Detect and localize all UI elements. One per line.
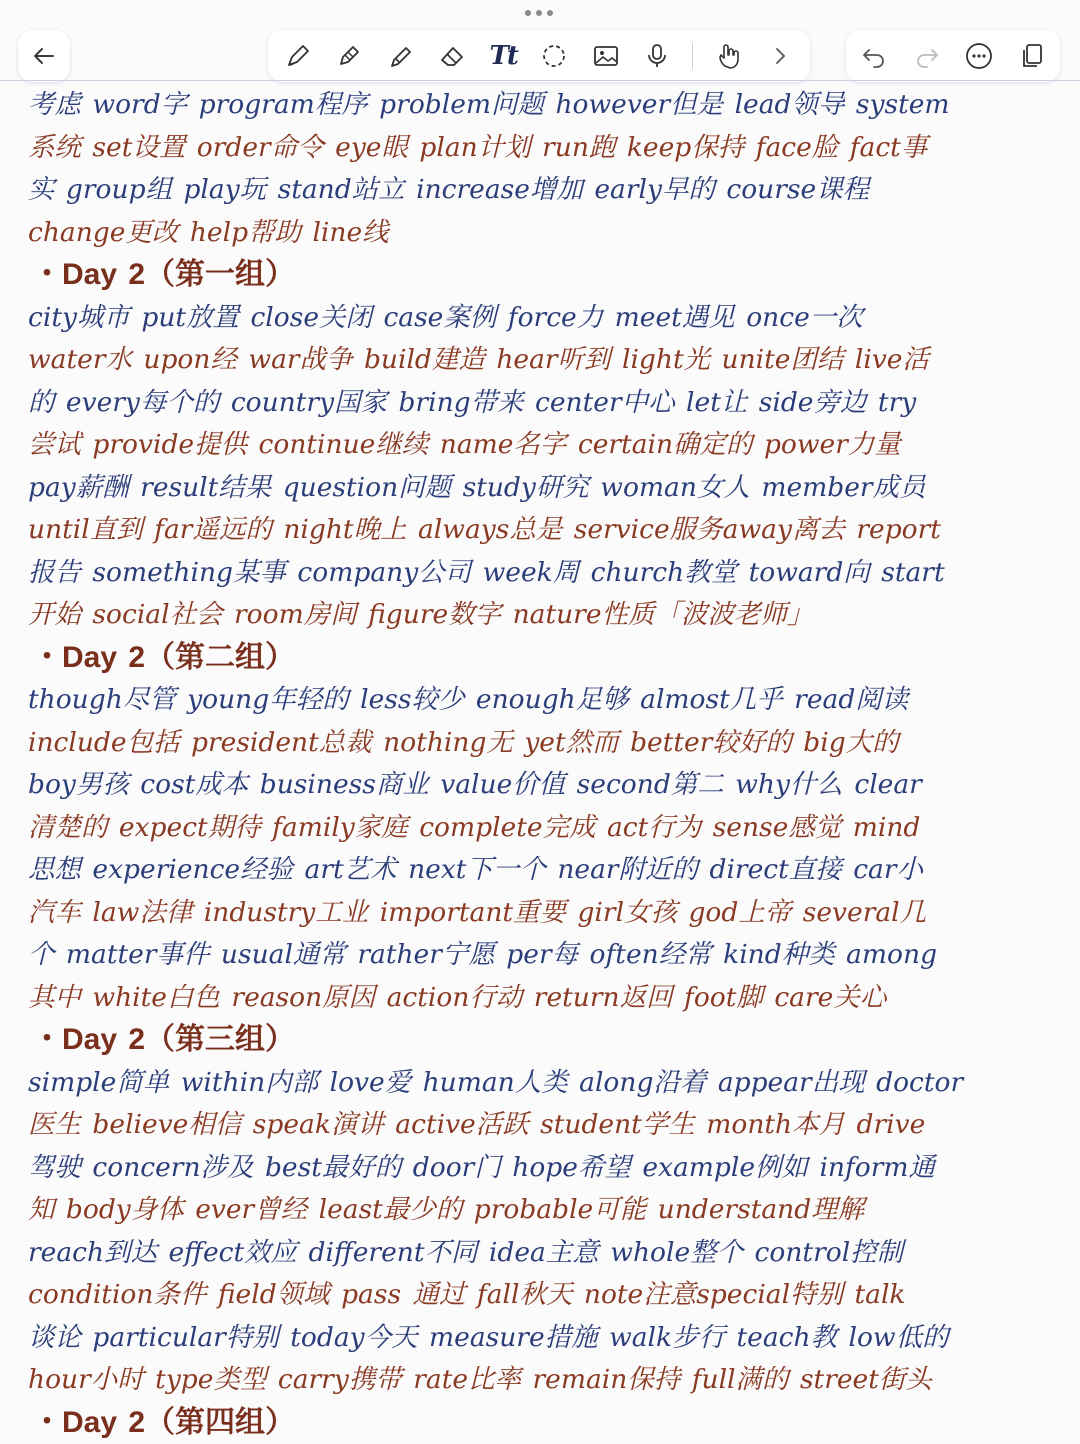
highlighter-icon[interactable] <box>333 40 365 72</box>
section-heading: ・Day 2（第一组） <box>28 254 1058 297</box>
note-line: condition条件 field领域 pass 通过 fall秋天 note注意special特别 talk <box>28 1274 1058 1317</box>
marker-icon[interactable] <box>385 40 417 72</box>
window-grabber[interactable] <box>525 10 553 16</box>
note-line: 尝试 provide提供 continue继续 name名字 certain确定的 power力量 <box>28 424 1058 467</box>
toolbar-divider <box>692 43 693 69</box>
note-line: boy男孩 cost成本 business商业 value价值 second第二 why什么 clear <box>28 764 1058 807</box>
drawing-toolbar <box>268 30 810 82</box>
note-line: 医生 believe相信 speak演讲 active活跃 student学生 month本月 drive <box>28 1104 1058 1147</box>
note-line: 汽车 law法律 industry工业 important重要 girl女孩 god上帝 several几 <box>28 892 1058 935</box>
note-line: city城市 put放置 close关闭 case案例 force力 meet遇见 once一次 <box>28 297 1058 340</box>
note-line: simple简单 within内部 love爱 human人类 along沿着 appear出现 doctor <box>28 1062 1058 1105</box>
note-line: 个 matter事件 usual通常 rather宁愿 per每 often经常 kind种类 among <box>28 934 1058 977</box>
microphone-icon[interactable] <box>641 40 673 72</box>
note-line: 考虑 word字 program程序 problem问题 however但是 lead领导 system <box>28 84 1058 127</box>
hand-pointer-icon[interactable] <box>713 40 745 72</box>
arrow-left-icon <box>28 40 60 72</box>
note-line: though尽管 young年轻的 less较少 enough足够 almost几乎 read阅读 <box>28 679 1058 722</box>
note-line: change更改 help帮助 line线 <box>28 212 1058 255</box>
note-line: reach到达 effect效应 different不同 idea主意 whole整个 control控制 <box>28 1232 1058 1275</box>
document-actions <box>846 30 1060 82</box>
note-line: 清楚的 expect期待 family家庭 complete完成 act行为 sense感觉 mind <box>28 807 1058 850</box>
day-section <box>28 1019 1058 1402</box>
note-line: 开始 social社会 room房间 figure数字 nature性质「波波老师」 <box>28 594 1058 637</box>
day-section <box>28 1402 1058 1444</box>
note-line: 实 group组 play玩 stand站立 increase增加 early早的 course课程 <box>28 169 1058 212</box>
section-heading: ・Day 2（第三组） <box>28 1019 1058 1062</box>
day-sections <box>28 254 1058 1444</box>
day-section <box>28 637 1058 1020</box>
pencil-icon[interactable] <box>282 40 314 72</box>
note-line: pay薪酬 result结果 question问题 study研究 woman女人 member成员 <box>28 467 1058 510</box>
image-icon[interactable] <box>590 40 622 72</box>
back-button[interactable] <box>18 30 70 82</box>
day-section <box>28 254 1058 637</box>
redo-icon[interactable] <box>911 40 943 72</box>
more-icon[interactable] <box>963 40 995 72</box>
note-line: include包括 president总裁 nothing无 yet然而 better较好的 big大的 <box>28 722 1058 765</box>
note-line: until直到 far遥远的 night晚上 always总是 service服务away离去 report <box>28 509 1058 552</box>
eraser-icon[interactable] <box>436 40 468 72</box>
note-line: 驾驶 concern涉及 best最好的 door门 hope希望 example例如 inform通 <box>28 1147 1058 1190</box>
chevron-right-icon[interactable] <box>764 40 796 72</box>
note-line: 系统 set设置 order命令 eye眼 plan计划 run跑 keep保持 face脸 fact事 <box>28 127 1058 170</box>
note-line: 其中 white白色 reason原因 action行动 return返回 foot脚 care关心 <box>28 977 1058 1020</box>
intro-block <box>28 84 1058 254</box>
note-line: hour小时 type类型 carry携带 rate比率 remain保持 full满的 street街头 <box>28 1359 1058 1402</box>
note-line: water水 upon经 war战争 build建造 hear听到 light光 unite团结 live活 <box>28 339 1058 382</box>
note-line: 思想 experience经验 art艺术 next下一个 near附近的 direct直接 car小 <box>28 849 1058 892</box>
section-heading: ・Day 2（第二组） <box>28 637 1058 680</box>
section-heading: ・Day 2（第四组） <box>28 1402 1058 1444</box>
note-line: 报告 something某事 company公司 week周 church教堂 toward向 start <box>28 552 1058 595</box>
handwritten-notes <box>28 84 1058 1444</box>
note-line: 知 body身体 ever曾经 least最少的 probable可能 understand理解 <box>28 1189 1058 1232</box>
page-top-rule <box>0 80 1080 81</box>
pages-icon[interactable] <box>1016 40 1048 72</box>
note-line: 谈论 particular特别 today今天 measure措施 walk步行 teach教 low低的 <box>28 1317 1058 1360</box>
note-line: 的 every每个的 country国家 bring带来 center中心 let让 side旁边 try <box>28 382 1058 425</box>
undo-icon[interactable] <box>858 40 890 72</box>
lasso-icon[interactable] <box>538 40 570 72</box>
text-tool-icon[interactable]: Tt <box>487 40 519 72</box>
